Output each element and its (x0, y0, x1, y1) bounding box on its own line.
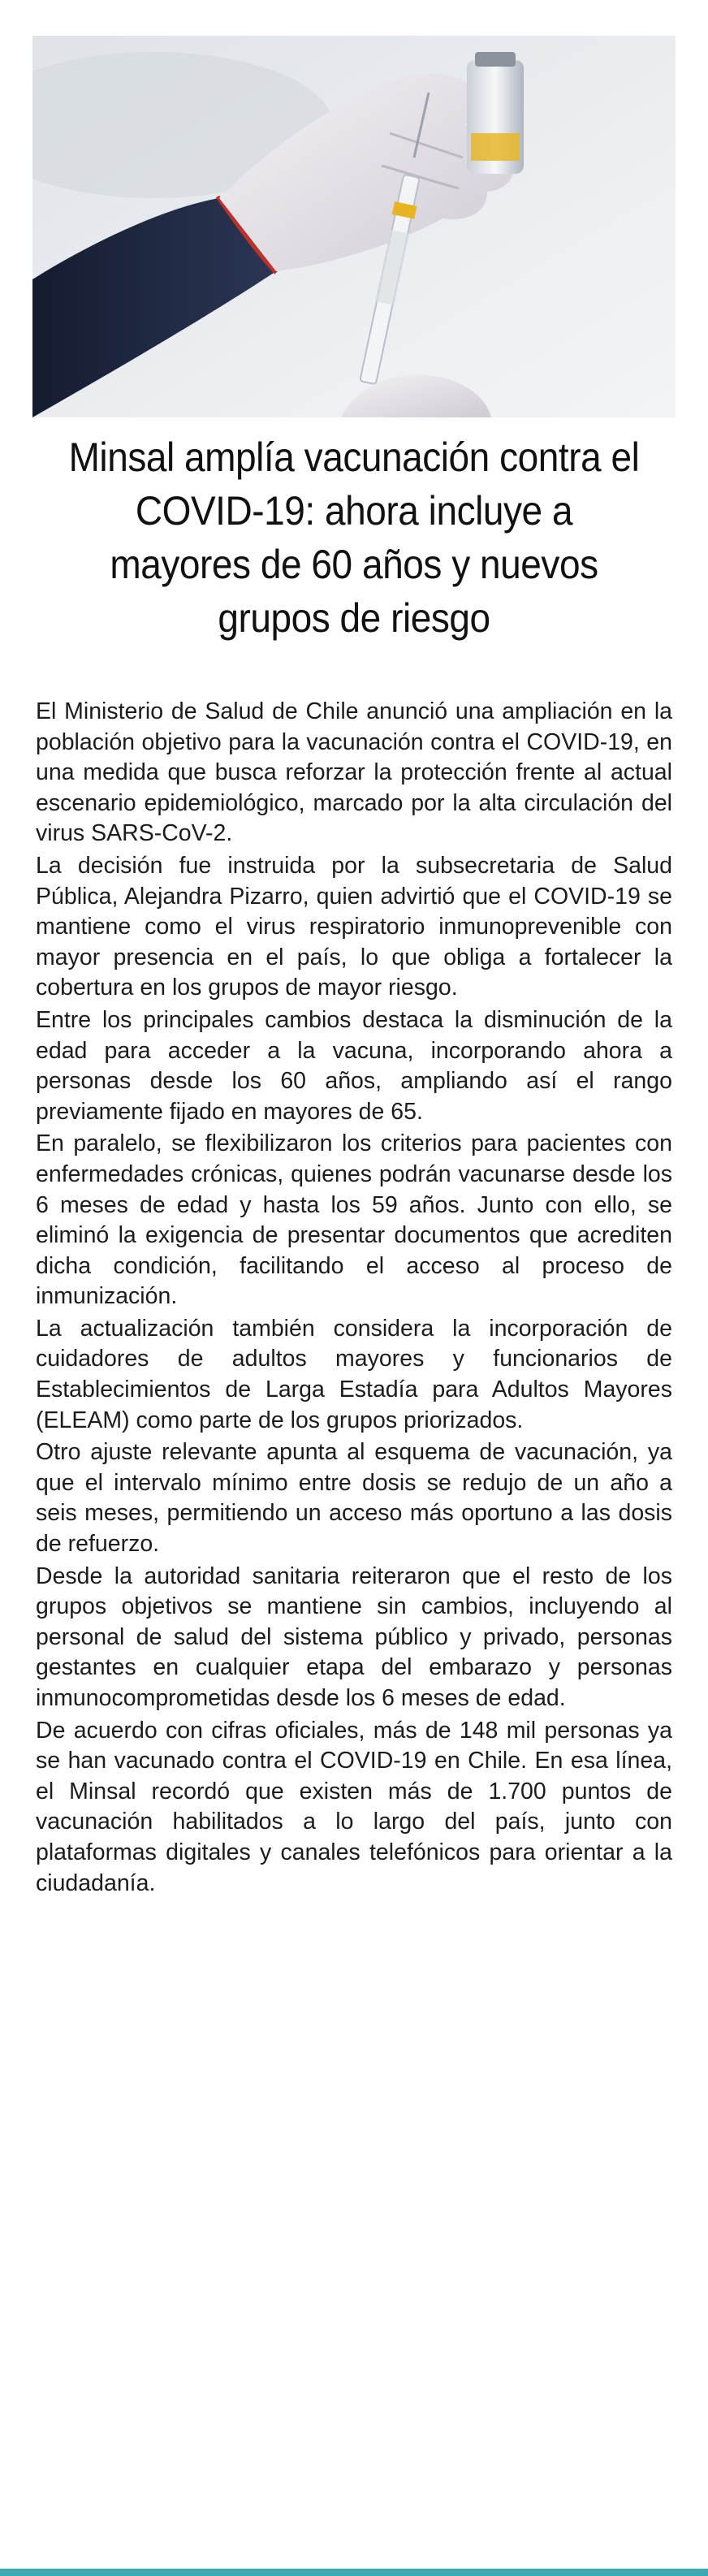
article-paragraph: Otro ajuste relevante apunta al esquema de vacunación, ya que el intervalo mínimo entre dosis se redujo de un año a seis meses, permitiendo un acceso más oportuno a las dosis de refuerzo. (36, 1439, 672, 1558)
vaccine-syringe-photo-icon (32, 36, 676, 417)
article-body (36, 697, 672, 1900)
article-paragraph: La actualización también considera la incorporación de cuidadores de adultos mayores y funcionarios de Establecimientos de Larga Estadía para Adultos Mayores (ELEAM) como parte de los grupos priorizados. (36, 1315, 672, 1433)
article-paragraph: De acuerdo con cifras oficiales, más de 148 mil personas ya se han vacunado contra el COVID-19 en Chile. En esa línea, el Minsal recordó que existen más de 1.700 puntos de vacunación habilitados a lo largo del país, junto con plataformas digitales y canales telefónicos para orientar a la ciudadanía. (36, 1717, 672, 1896)
article-paragraph: Entre los principales cambios destaca la disminución de la edad para acceder a la vacuna, incorporando ahora a personas desde los 60 años, ampliando así el rango previamente fijado en mayores de 65. (36, 1006, 672, 1125)
article-photo (32, 36, 676, 417)
article-paragraph: El Ministerio de Salud de Chile anunció una ampliación en la población objetivo para la vacunación contra el COVID-19, en una medida que busca reforzar la protección frente al actual escenario epidemiológico, marcado por la alta circulación del virus SARS-CoV-2. (36, 698, 672, 847)
bottom-accent-rule (0, 2569, 708, 2576)
article-paragraph: En paralelo, se flexibilizaron los criterios para pacientes con enfermedades crónicas, quienes podrán vacunarse desde los 6 meses de edad y hasta los 59 años. Junto con ello, se eliminó la exigencia de presentar documentos que acrediten dicha condición, facilitando el acceso al proceso de inmunización. (36, 1130, 672, 1310)
article-paragraph: La decisión fue instruida por la subsecretaria de Salud Pública, Alejandra Pizarro, quien advirtió que el COVID-19 se mantiene como el virus respiratorio inmunoprevenible con mayor presencia en el país, lo que obliga a fortalecer la cobertura en los grupos de mayor riesgo. (36, 852, 672, 1001)
article-paragraph: Desde la autoridad sanitaria reiteraron que el resto de los grupos objetivos se mantiene sin cambios, incluyendo al personal de salud del sistema público y privado, personas gestantes en cualquier etapa del embarazo y personas inmunocomprometidas desde los 6 meses de edad. (36, 1562, 672, 1711)
article-headline: Minsal amplía vacunación contra el COVID-19: ahora incluye a mayores de 60 años y nuevos grupos de riesgo (68, 434, 640, 641)
